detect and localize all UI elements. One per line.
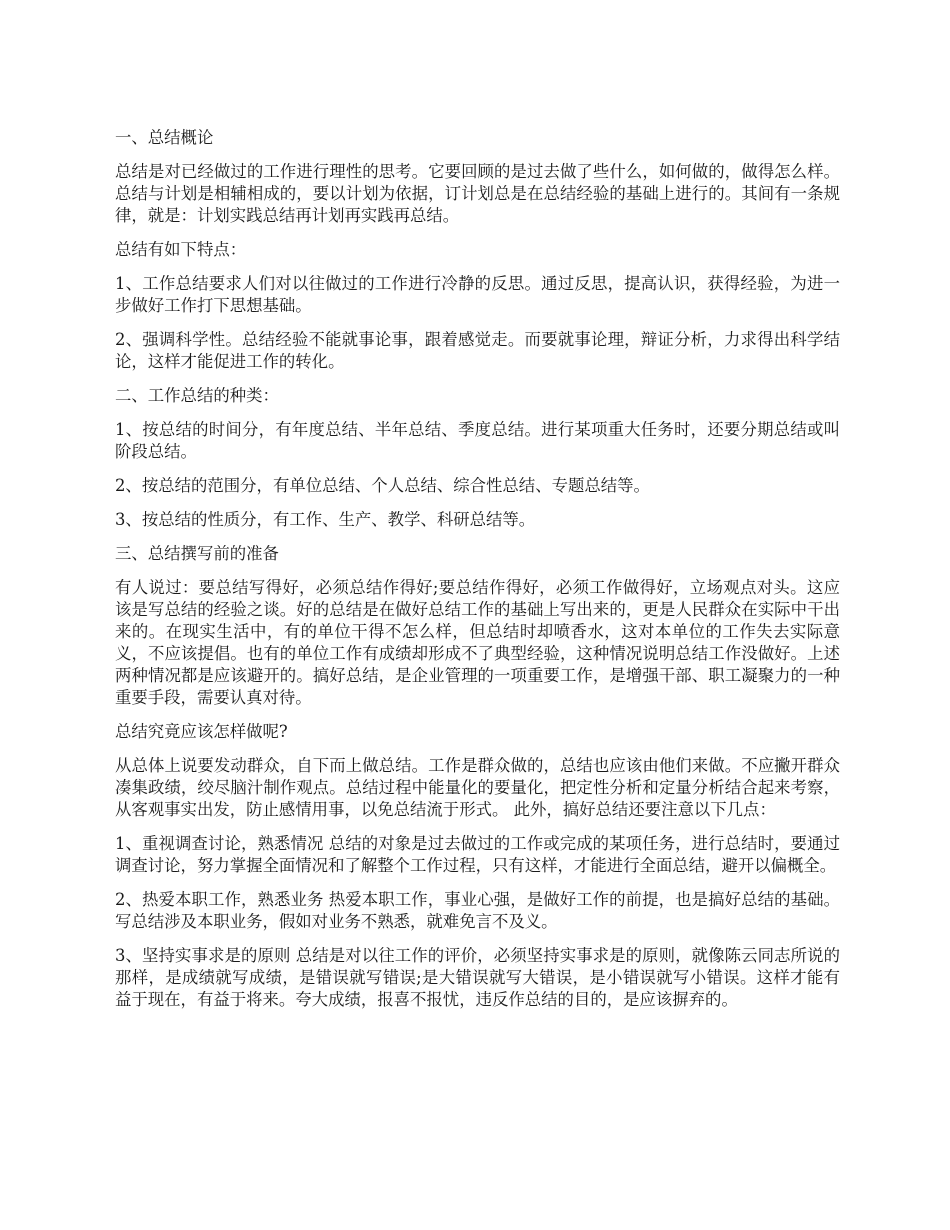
- paragraph-point-2: 2、热爱本职工作，熟悉业务 热爱本职工作，事业心强，是做好工作的前提，也是搞好总结的基础。写总结涉及本职业务，假如对业务不熟悉，就难免言不及义。: [115, 890, 840, 931]
- paragraph-features-intro: 总结有如下特点：: [115, 240, 247, 259]
- paragraph-definition: 总结是对已经做过的工作进行理性的思考。它要回顾的是过去做了些什么，如何做的，做得怎么样。总结与计划是相辅相成的，要以计划为依据，订计划总是在总结经验的基础上进行的。其间有一条规律，就是：计划实践总结再计划再实践再总结。: [115, 162, 840, 225]
- paragraph-point-3: 3、坚持实事求是的原则 总结是对以往工作的评价，必须坚持实事求是的原则，就像陈云同志所说的那样，是成绩就写成绩，是错误就写错误;是大错误就写大错误，是小错误就写小错误。这样才能有益于现在，有益于将来。夸大成绩，报喜不报忧，违反作总结的目的，是应该摒弃的。: [115, 946, 840, 1009]
- paragraph-preparation: 有人说过：要总结写得好，必须总结作得好;要总结作得好，必须工作做得好，立场观点对头。这应该是写总结的经验之谈。好的总结是在做好总结工作的基础上写出来的，更是人民群众在实际中干出来的。在现实生活中，有的单位干得不怎么样，但总结时却喷香水，这对本单位的工作失去实际意义，不应该提倡。也有的单位工作有成绩却形成不了典型经验，这种情况说明总结工作没做好。上述两种情况都是应该避开的。搞好总结，是企业管理的一项重要工作，是增强干部、职工凝聚力的一种重要手段，需要认真对待。: [115, 578, 840, 707]
- section-heading-overview: 一、总结概论: [115, 128, 214, 147]
- document-body: [115, 127, 840, 1023]
- paragraph-question: 总结究竟应该怎样做呢?: [115, 722, 288, 741]
- paragraph-feature-1: 1、工作总结要求人们对以往做过的工作进行冷静的反思。通过反思，提高认识，获得经验，为进一步做好工作打下思想基础。: [115, 274, 840, 315]
- paragraph-feature-2: 2、强调科学性。总结经验不能就事论事，跟着感觉走。而要就事论理，辩证分析，力求得出科学结论，这样才能促进工作的转化。: [115, 330, 840, 371]
- paragraph-type-3: 3、按总结的性质分，有工作、生产、教学、科研总结等。: [115, 510, 536, 529]
- paragraph-type-1: 1、按总结的时间分，有年度总结、半年总结、季度总结。进行某项重大任务时，还要分期总结或叫阶段总结。: [115, 420, 840, 461]
- paragraph-type-2: 2、按总结的范围分，有单位总结、个人总结、综合性总结、专题总结等。: [115, 476, 650, 495]
- paragraph-overall: 从总体上说要发动群众，自下而上做总结。工作是群众做的，总结也应该由他们来做。不应撇开群众凑集政绩，绞尽脑汁制作观点。总结过程中能量化的要量化，把定性分析和定量分析结合起来考察，从客观事实出发，防止感情用事，以免总结流于形式。 此外，搞好总结还要注意以下几点：: [115, 756, 840, 819]
- section-heading-types: 二、工作总结的种类：: [115, 386, 279, 405]
- paragraph-point-1: 1、重视调查讨论，熟悉情况 总结的对象是过去做过的工作或完成的某项任务，进行总结时，要通过调查讨论，努力掌握全面情况和了解整个工作过程，只有这样，才能进行全面总结，避开以偏概全。: [115, 834, 840, 875]
- section-heading-preparation: 三、总结撰写前的准备: [115, 544, 279, 563]
